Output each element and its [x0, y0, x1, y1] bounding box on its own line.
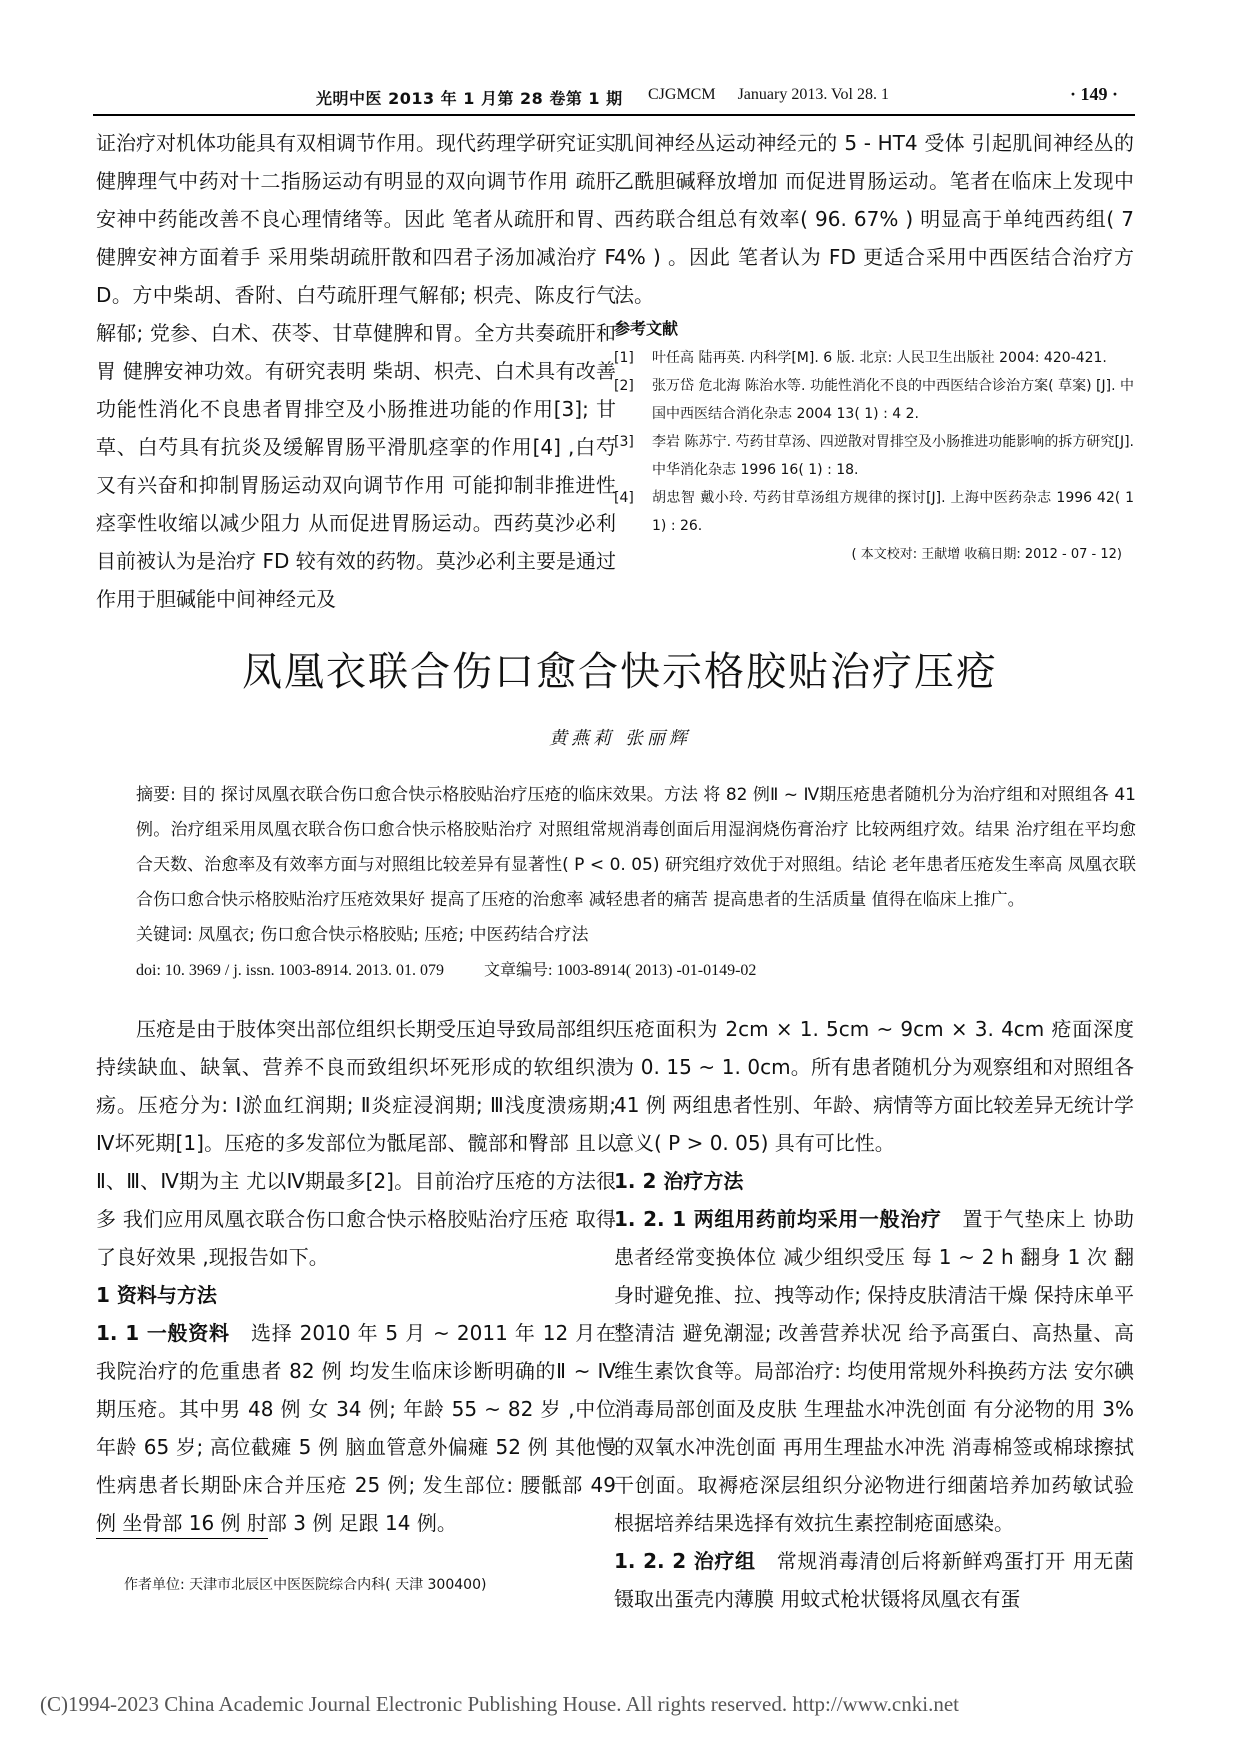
keywords: 关键词: 凤凰衣; 伤口愈合快示格胶贴; 压疮; 中医药结合疗法 — [136, 925, 589, 945]
issue-info: January 2013. Vol 28. 1 — [737, 86, 889, 103]
references-heading: 参考文献 — [614, 319, 679, 338]
general-data-paragraph: 1. 1 一般资料 选择 2010 年 5 月 ~ 2011 年 12 月在我院治疗的危重患者 82 例 均发生临床诊断明确的Ⅱ ~ Ⅳ期压疮。其中男 48 例 女 34 例; 年龄 55 ~ 82 岁 ,中位年龄 65 岁; 高位截瘫 5 例 脑血管意外偏瘫 52 例 其他慢性病患者长期卧床合并压疮 25 例; 发生部位: 腰骶部 49 例 坐骨部 16 例 肘部 3 例 足跟 14 例。 — [96, 1321, 616, 1535]
treatment-group-paragraph: 1. 2. 2 治疗组 常规消毒清创后将新鲜鸡蛋打开 用无菌镊取出蛋壳内薄膜 用蚊式枪状镊将凤凰衣有蛋 — [614, 1549, 1135, 1611]
doi-line — [122, 953, 1136, 988]
subsubsection-heading: 1. 2. 2 治疗组 — [614, 1549, 756, 1573]
body-left-column — [96, 1010, 616, 1542]
subsubsection-heading: 1. 2. 1 两组用药前均采用一般治疗 — [614, 1207, 942, 1231]
running-header-journal: 光明中医 2013 年 1 月第 28 卷第 1 期 — [316, 89, 623, 108]
introduction-paragraph: 压疮是由于肢体突出部位组织长期受压迫导致局部组织持续缺血、缺氧、营养不良而致组织坏死形成的软组织溃疡。压疮分为: Ⅰ淤血红润期; Ⅱ炎症浸润期; Ⅲ浅度溃疡期; Ⅳ坏死期[1]。压疮的多发部位为骶尾部、髋部和臀部 且以Ⅱ、Ⅲ、Ⅳ期为主 尤以Ⅳ期最多[2]。目前治疗压疮的方法很多 我们应用凤凰衣联合伤口愈合快示格胶贴治疗压疮 取得了良好效果 ,现报告如下。 — [96, 1017, 616, 1269]
footnote-rule — [96, 1538, 268, 1539]
subsection-heading: 1. 1 一般资料 — [96, 1321, 230, 1345]
general-treatment-paragraph: 1. 2. 1 两组用药前均采用一般治疗 置于气垫床上 协助患者经常变换体位 减少组织受压 每 1 ~ 2 h 翻身 1 次 翻身时避免推、拉、拽等动作; 保持皮肤清洁干燥 保持床单平整清洁 避免潮湿; 改善营养状况 给予高蛋白、高热量、高维生素饮食等。局部治疗: 均使用常规外科换药方法 安尔碘消毒局部创面及皮肤 生理盐水冲洗创面 有分泌物的用 3% 的双氧水冲洗创面 再用生理盐水冲洗 消毒棉签或棉球擦拭干创面。取褥疮深层组织分泌物进行细菌培养加药敏试验 根据培养结果选择有效抗生素控制疮面感染。 — [614, 1207, 1135, 1535]
doi: doi: 10. 3969 / j. issn. 1003-8914. 2013. 01. 079 — [136, 962, 445, 979]
header-rule — [93, 114, 1135, 116]
copyright-notice: (C)1994-2023 China Academic Journal Electronic Publishing House. All rights reserved. http://www.cnki.net — [40, 1692, 959, 1716]
reference-item: [3] 李岩 陈苏宁. 芍药甘草汤、四逆散对胃排空及小肠推进功能影响的拆方研究[J]. 中华消化杂志 1996 16( 1) : 18. — [614, 434, 1134, 478]
author-affiliation: 作者单位: 天津市北辰区中医医院综合内科( 天津 300400) — [124, 1577, 487, 1593]
prev-article-left-column — [96, 124, 616, 618]
article-title: 凤凰衣联合伤口愈合快示格胶贴治疗压疮 — [242, 649, 998, 695]
references-list — [614, 344, 1134, 540]
article-authors: 黄燕莉 张丽辉 — [549, 728, 691, 749]
running-header-english — [648, 86, 889, 104]
section-heading: 1 资料与方法 — [96, 1283, 217, 1307]
subsection-heading: 1. 2 治疗方法 — [614, 1169, 744, 1193]
prev-article-right-column — [614, 124, 1134, 568]
prev-article-conclusion: 肌间神经丛运动神经元的 5 - HT4 受体 引起肌间神经丛的乙酰胆碱释放增加 而促进胃肠运动。笔者在临床上发现中西药联合组总有效率( 96. 67% ) 明显高于单纯西药组( 74% ) 。因此 笔者认为 FD 更适合采用中西医结合治疗方法。 — [614, 131, 1134, 307]
grouping-paragraph: 压疮面积为 2cm × 1. 5cm ~ 9cm × 3. 4cm 疮面深度为 0. 15 ~ 1. 0cm。所有患者随机分为观察组和对照组各 41 例 两组患者性别、年龄、病情等方面比较差异无统计学意义( P > 0. 05) 具有可比性。 — [614, 1017, 1134, 1155]
page-number: · 149 · — [1070, 84, 1119, 104]
abstract-text: 摘要: 目的 探讨凤凰衣联合伤口愈合快示格胶贴治疗压疮的临床效果。方法 将 82 例Ⅱ ~ Ⅳ期压疮患者随机分为治疗组和对照组各 41 例。治疗组采用凤凰衣联合伤口愈合快示格胶贴治疗 对照组常规消毒创面后用湿润烧伤膏治疗 比较两组疗效。结果 治疗组在平均愈合天数、治愈率及有效率方面与对照组比较差异有显著性( P < 0. 05) 研究组疗效优于对照组。结论 老年患者压疮发生率高 凤凰衣联合伤口愈合快示格胶贴治疗压疮效果好 提高了压疮的治愈率 减轻患者的痛苦 提高患者的生活质量 值得在临床上推广。 — [136, 785, 1136, 910]
reference-item: [2] 张万岱 危北海 陈治水等. 功能性消化不良的中西医结合诊治方案( 草案) [J]. 中国中西医结合消化杂志 2004 13( 1) : 4 2. — [614, 378, 1134, 422]
body-right-column — [614, 1010, 1134, 1618]
article-number: 文章编号: 1003-8914( 2013) -01-0149-02 — [484, 962, 757, 979]
abstract-block — [122, 778, 1136, 988]
prev-article-paragraph: 证治疗对机体功能具有双相调节作用。现代药理学研究证实 健脾理气中药对十二指肠运动有明显的双向调节作用 疏肝安神中药能改善不良心理情绪等。因此 笔者从疏肝和胃、健脾安神方面着手 采用柴胡疏肝散和四君子汤加减治疗 FD。方中柴胡、香附、白芍疏肝理气解郁; 枳壳、陈皮行气解郁; 党参、白术、茯苓、甘草健脾和胃。全方共奏疏肝和胃 健脾安神功效。有研究表明 柴胡、枳壳、白术具有改善功能性消化不良患者胃排空及小肠推进功能的作用[3]; 甘草、白芍具有抗炎及缓解胃肠平滑肌痉挛的作用[4] ,白芍又有兴奋和抑制胃肠运动双向调节作用 可能抑制非推进性痉挛性收缩以减少阻力 从而促进胃肠运动。西药莫沙必利目前被认为是治疗 FD 较有效的药物。莫沙必利主要是通过作用于胆碱能中间神经元及 — [96, 131, 616, 611]
journal-abbreviation: CJGMCM — [648, 86, 716, 103]
proofreading-note: ( 本文校对: 王献增 收稿日期: 2012 - 07 - 12) — [851, 547, 1122, 562]
reference-item: [1] 叶任高 陆再英. 内科学[M]. 6 版. 北京: 人民卫生出版社 2004: 420-421. — [614, 350, 1107, 366]
reference-item: [4] 胡忠智 戴小玲. 芍药甘草汤组方规律的探讨[J]. 上海中医药杂志 1996 42( 11) : 26. — [614, 490, 1134, 534]
